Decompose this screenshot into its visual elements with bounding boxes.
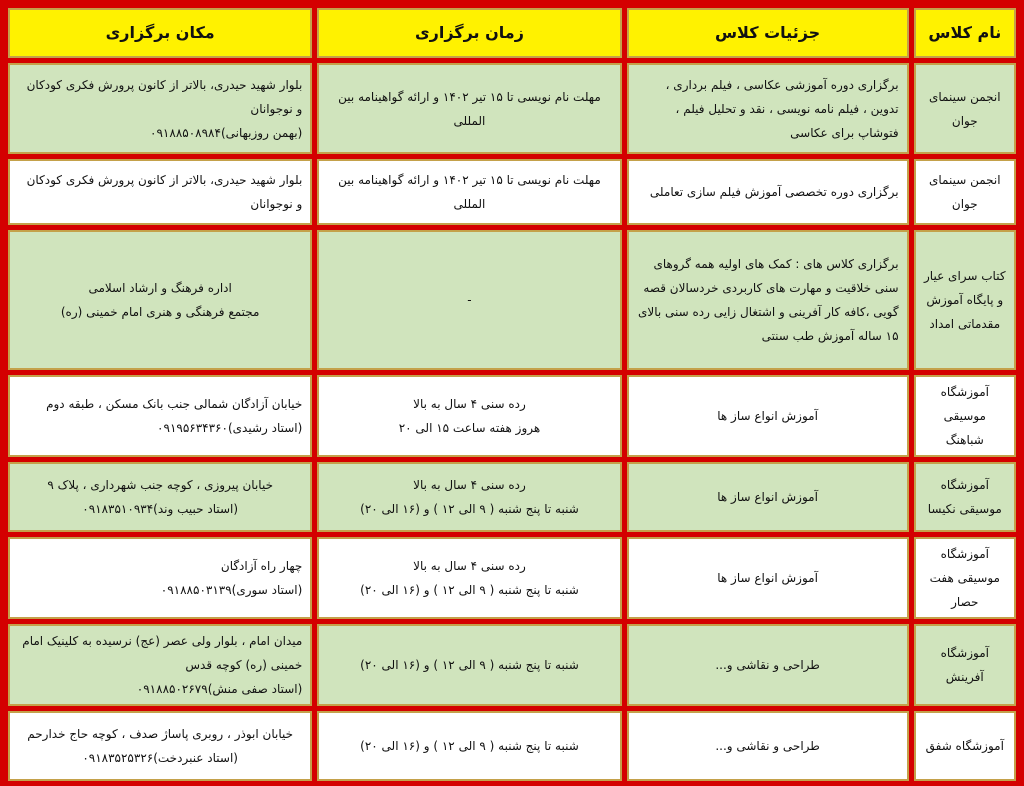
place-cell (8, 375, 312, 457)
place-cell (8, 624, 312, 706)
time-hours: شنبه تا پنج شنبه ( ۹ الی ۱۲ ) و (۱۶ الی ۲۰) (360, 502, 579, 516)
time-hours: هروز هفته ساعت ۱۵ الی ۲۰ (398, 421, 541, 435)
time-cell: شنبه تا پنج شنبه ( ۹ الی ۱۲ ) و (۱۶ الی ۲۰) (317, 624, 621, 706)
place-contact: (استاد عنبردخت)۰۹۱۸۳۵۲۵۳۲۶ (82, 751, 238, 765)
time-cell (317, 375, 621, 457)
place-address: خیابان آزادگان شمالی جنب بانک مسکن ، طبقه دوم (46, 397, 303, 411)
place-cell (8, 63, 312, 154)
place-address: بلوار شهید حیدری، بالاتر از کانون پرورش فکری کودکان و نوجوانان (26, 77, 303, 116)
class-name-cell: آموزشگاه موسیقی نکیسا (914, 462, 1016, 532)
table-row (8, 63, 1016, 154)
time-cell: - (317, 230, 621, 370)
class-name-cell: آموزشگاه شفق (914, 711, 1016, 781)
table-row (8, 537, 1016, 619)
place-contact: (استاد حبیب وند)۰۹۱۸۳۵۱۰۹۳۴ (82, 502, 239, 516)
class-name-cell: انجمن سینمای جوان (914, 159, 1016, 225)
place-contact: مجتمع فرهنگی و هنری امام خمینی (ره) (60, 305, 260, 319)
place-address: بلوار شهید حیدری، بالاتر از کانون پرورش فکری کودکان و نوجوانان (26, 173, 303, 211)
class-name-cell: آموزشگاه موسیقی شباهنگ (914, 375, 1016, 457)
time-cell: شنبه تا پنج شنبه ( ۹ الی ۱۲ ) و (۱۶ الی ۲۰) (317, 711, 621, 781)
place-cell (8, 537, 312, 619)
class-details-cell: برگزاری دوره تخصصی آموزش فیلم سازی تعاملی (627, 159, 909, 225)
class-name-cell: آموزشگاه آفرینش (914, 624, 1016, 706)
place-contact: (استاد رشیدی)۰۹۱۹۵۶۳۴۳۶۰ (157, 421, 303, 435)
time-age: رده سنی ۴ سال به بالا (413, 559, 526, 573)
class-details-cell: آموزش انواع ساز ها (627, 537, 909, 619)
place-contact: (بهمن روزبهانی)۰۹۱۸۸۵۰۸۹۸۴ (150, 125, 303, 140)
place-contact: (استاد سوری)۰۹۱۸۸۵۰۳۱۳۹ (160, 583, 303, 597)
place-address: میدان امام ، بلوار ولی عصر (عج) نرسیده به کلینیک امام خمینی (ره) کوچه قدس (22, 634, 303, 672)
header-class-name: نام کلاس (914, 8, 1016, 58)
class-details-cell: طراحی و نقاشی و... (627, 711, 909, 781)
header-time: زمان برگزاری (317, 8, 621, 58)
table-row (8, 624, 1016, 706)
class-details-cell: برگزاری کلاس های : کمک های اولیه همه گروهای سنی خلاقیت و مهارت های کاربردی خردسالان قصه گویی ،کافه کار آفرینی و اشتغال زایی رده سنی بالای ۱۵ ساله آموزش طب سنتی (627, 230, 909, 370)
place-address: خیابان ابوذر ، روبری پاساژ صدف ، کوچه حاج خدارحم (27, 727, 294, 741)
class-details-cell: آموزش انواع ساز ها (627, 462, 909, 532)
time-age: رده سنی ۴ سال به بالا (413, 478, 526, 492)
class-name-cell: کتاب سرای عیار و پایگاه آموزش مقدماتی امداد (914, 230, 1016, 370)
place-contact: (استاد صفی منش)۰۹۱۸۸۵۰۲۶۷۹ (136, 682, 303, 696)
place-cell (8, 230, 312, 370)
class-details-cell: برگزاری دوره آموزشی عکاسی ، فیلم برداری ، تدوین ، فیلم نامه نویسی ، نقد و تحلیل فیلم ، فتوشاپ برای عکاسی (627, 63, 909, 154)
place-address: اداره فرهنگ و ارشاد اسلامی (88, 281, 232, 295)
table-row (8, 711, 1016, 781)
class-name-cell: انجمن سینمای جوان (914, 63, 1016, 154)
place-cell (8, 711, 312, 781)
header-place: مکان برگزاری (8, 8, 312, 58)
class-details-cell: طراحی و نقاشی و... (627, 624, 909, 706)
time-cell: مهلت نام نویسی تا ۱۵ تیر ۱۴۰۲ و ارائه گواهینامه بین المللی (317, 63, 621, 154)
place-cell (8, 159, 312, 225)
header-row (8, 8, 1016, 58)
table-row (8, 375, 1016, 457)
table-row (8, 230, 1016, 370)
table-row (8, 159, 1016, 225)
time-age: رده سنی ۴ سال به بالا (413, 397, 526, 411)
class-schedule-table (3, 3, 1021, 786)
table-row (8, 462, 1016, 532)
place-address: خیابان پیروزی ، کوچه جنب شهرداری ، پلاک ۹ (47, 478, 273, 492)
time-hours: شنبه تا پنج شنبه ( ۹ الی ۱۲ ) و (۱۶ الی ۲۰) (360, 583, 579, 597)
class-details-cell: آموزش انواع ساز ها (627, 375, 909, 457)
time-cell: مهلت نام نویسی تا ۱۵ تیر ۱۴۰۲ و ارائه گواهینامه بین المللی (317, 159, 621, 225)
place-address: چهار راه آزادگان (220, 559, 303, 573)
place-cell (8, 462, 312, 532)
time-cell (317, 537, 621, 619)
class-name-cell: آموزشگاه موسیقی هفت حصار (914, 537, 1016, 619)
time-cell (317, 462, 621, 532)
header-class-details: جزئیات کلاس (627, 8, 909, 58)
